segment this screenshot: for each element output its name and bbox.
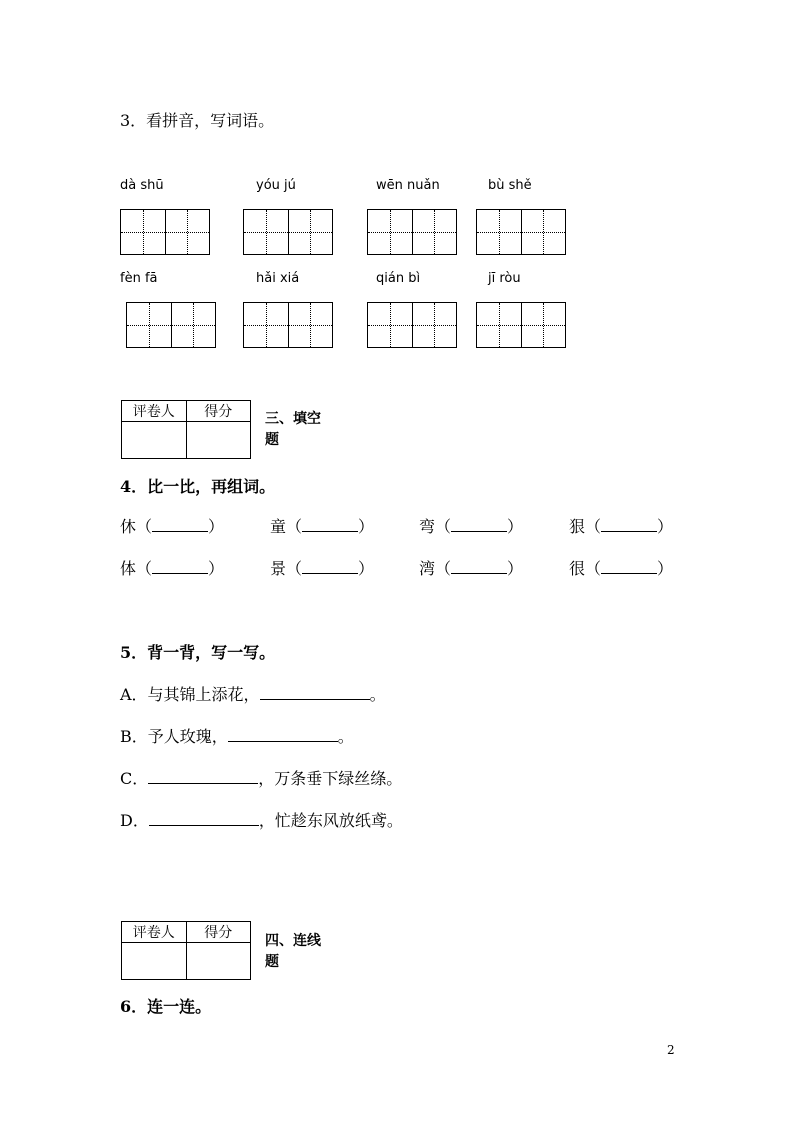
page-number: 2 [667,1043,675,1057]
pinyin-label: hǎi xiá [256,271,300,286]
pinyin-label: qián bì [376,271,421,286]
answer-blank[interactable] [152,561,208,574]
answer-blank[interactable] [451,519,507,532]
word-group: 湾（ ） [419,559,524,578]
recite-item-d: D． ，忙趁东风放纸鸢。 [120,811,403,830]
writing-grid[interactable] [476,302,566,348]
section-heading: 四、连线 题 [265,933,321,970]
writing-grid[interactable] [367,302,457,348]
score-header-score: 得分 [186,922,251,943]
score-header-score: 得分 [186,401,251,422]
answer-blank[interactable] [260,687,370,700]
word-group: 狠（ ） [569,517,674,536]
grader-cell[interactable] [122,943,187,980]
writing-grid[interactable] [243,302,333,348]
word-group: 很（ ） [569,559,674,578]
grader-cell[interactable] [122,422,187,459]
answer-blank[interactable] [148,771,258,784]
pinyin-label: jī ròu [488,271,521,286]
score-header-grader: 评卷人 [122,401,187,422]
answer-blank[interactable] [451,561,507,574]
recite-item-c: C． ，万条垂下绿丝绦。 [120,769,403,788]
section-heading: 三、填空 题 [265,411,321,448]
pinyin-label: fèn fā [120,271,158,286]
question-6-title: 6．连一连。 [120,997,212,1016]
answer-blank[interactable] [152,519,208,532]
score-cell[interactable] [186,422,251,459]
pinyin-label: bù shě [488,178,532,193]
writing-grid[interactable] [367,209,457,255]
word-group: 童（ ） [270,517,375,536]
word-group: 体（ ） [120,559,225,578]
recite-item-a: A．与其锦上添花， 。 [120,685,386,704]
answer-blank[interactable] [601,561,657,574]
pinyin-label: yóu jú [256,178,296,193]
word-group: 休（ ） [120,517,225,536]
answer-blank[interactable] [302,561,358,574]
question-5-title: 5．背一背，写一写。 [120,643,276,662]
writing-grid[interactable] [120,209,210,255]
pinyin-label: dà shū [120,178,164,193]
writing-grid[interactable] [476,209,566,255]
pinyin-label: wēn nuǎn [376,178,440,193]
question-3-title: 3．看拼音，写词语。 [120,111,275,130]
word-group: 弯（ ） [419,517,524,536]
recite-item-b: B．予人玫瑰， 。 [120,727,354,746]
writing-grid[interactable] [243,209,333,255]
score-table [121,921,251,980]
writing-grid[interactable] [126,302,216,348]
answer-blank[interactable] [302,519,358,532]
word-group: 景（ ） [270,559,375,578]
score-header-grader: 评卷人 [122,922,187,943]
answer-blank[interactable] [149,813,259,826]
answer-blank[interactable] [601,519,657,532]
question-4-title: 4．比一比，再组词。 [120,477,276,496]
score-cell[interactable] [186,943,251,980]
score-table [121,400,251,459]
answer-blank[interactable] [228,729,338,742]
